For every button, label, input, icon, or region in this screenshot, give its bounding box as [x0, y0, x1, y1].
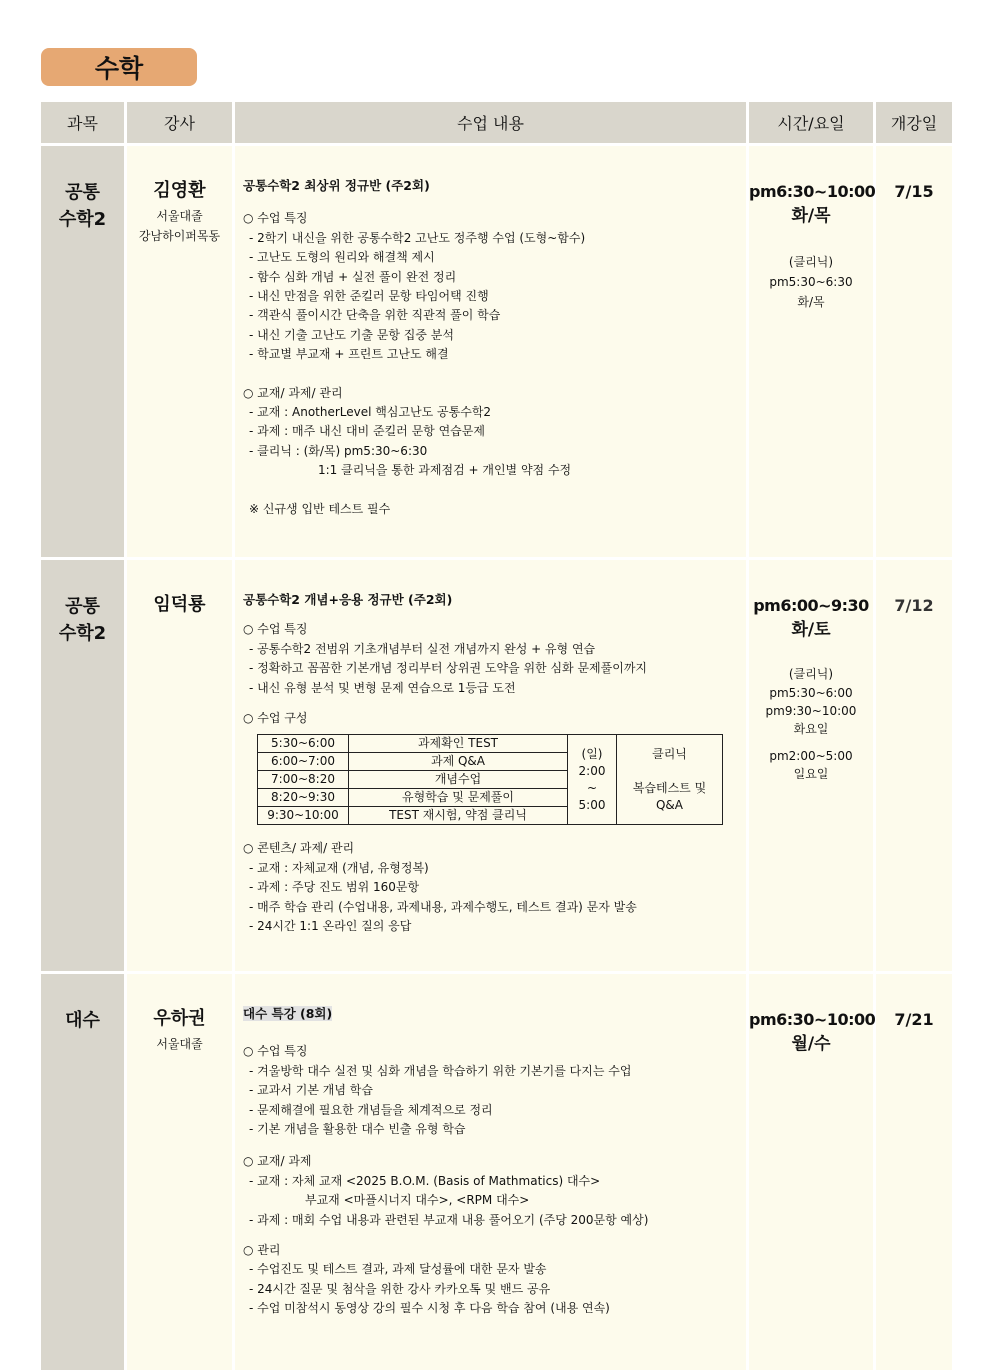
- header-content: 수업 내용: [235, 102, 746, 143]
- row1-feature-item: - 내신 만점을 위한 준킬러 문항 타임어택 진행: [249, 289, 489, 304]
- row1-feature-item: - 내신 기출 고난도 기출 문항 집중 분석: [249, 327, 454, 342]
- row1-teacher-affiliation-2: 강남하이퍼목동: [138, 229, 221, 243]
- row2-subject-line1: 공통: [65, 596, 100, 617]
- row3-subject: 대수: [65, 1010, 100, 1031]
- row2-clinic-label: (클리닉): [788, 667, 834, 681]
- row3-manage-item: - 수업 미참석시 동영상 강의 필수 시청 후 다음 학습 참여 (내용 연속): [249, 1301, 610, 1316]
- row1-open-date: 7/15: [894, 182, 934, 201]
- row1-note: ※ 신규생 입반 테스트 필수: [249, 501, 391, 516]
- sunday-tilde: ~: [586, 780, 598, 795]
- row1-course-title: 공통수학2 최상위 정규반 (주2회): [243, 178, 430, 193]
- row1-feature-item: - 2학기 내신을 위한 공통수학2 고난도 정주행 수업 (도형~함수): [249, 230, 586, 245]
- row1-material-heading: ○ 교재/ 과제/ 관리: [243, 385, 343, 400]
- row1-material-indent: 1:1 클리닉을 통한 과제점검 + 개인별 약점 수정: [318, 463, 572, 478]
- row1-class-time: pm6:30~10:00: [749, 182, 876, 201]
- row3-manage-heading: ○ 관리: [243, 1243, 281, 1258]
- row2-class-days: 화/토: [791, 620, 831, 640]
- row1-teacher-cell: [127, 146, 232, 557]
- header-open-date: 개강일: [876, 102, 952, 143]
- row2-open-date: 7/12: [894, 596, 934, 615]
- row1-class-days: 화/목: [791, 206, 831, 226]
- schedule-time: 8:20~9:30: [258, 789, 349, 807]
- row3-material-heading: ○ 교재/ 과제: [243, 1154, 312, 1169]
- sunday-cell: [568, 735, 617, 825]
- row3-content-cell: [235, 974, 746, 1370]
- row3-feature-item: - 교과서 기본 개념 학습: [249, 1083, 373, 1098]
- row2-content-heading: ○ 콘텐츠/ 과제/ 관리: [243, 841, 355, 856]
- row2-open-cell: [876, 560, 952, 971]
- row1-material-item: - 클리닉 : (화/목) pm5:30~6:30: [249, 443, 428, 458]
- section-title: 수학: [41, 48, 197, 86]
- row3-material-indent: 부교재 <마플시너지 대수>, <RPM 대수>: [305, 1193, 530, 1208]
- row1-feature-item: - 객관식 풀이시간 단축을 위한 직관적 풀이 학습: [249, 308, 501, 323]
- row3-class-time: pm6:30~10:00: [749, 1010, 876, 1029]
- row3-manage-item: - 수업진도 및 테스트 결과, 과제 달성률에 대한 문자 발송: [249, 1262, 547, 1277]
- row2-content-item: - 교재 : 자체교재 (개념, 유형정복): [249, 860, 429, 875]
- row1-clinic-label: (클리닉): [788, 255, 834, 269]
- row2-clinic-time3: pm2:00~5:00: [769, 749, 853, 763]
- row2-class-time: pm6:00~9:30: [753, 596, 869, 615]
- row2-course-title: 공통수학2 개념+응용 정규반 (주2회): [243, 592, 453, 607]
- header-subject: 과목: [41, 102, 124, 143]
- row2-teacher-name: 임덕룡: [153, 594, 206, 615]
- row3-open-cell: [876, 974, 952, 1370]
- row3-course-title-text: 대수 특강 (8회): [243, 1006, 333, 1021]
- row3-feature-heading: ○ 수업 특징: [243, 1044, 308, 1059]
- row1-teacher-name: 김영환: [153, 180, 206, 201]
- row1-content-cell: [235, 146, 746, 557]
- row2-feature-heading: ○ 수업 특징: [243, 622, 308, 637]
- row1-open-cell: [876, 146, 952, 557]
- schedule-activity: 과제확인 TEST: [349, 735, 568, 753]
- row2-content-item: - 매주 학습 관리 (수업내용, 과제내용, 과제수행도, 테스트 결과) 문자 발송: [249, 899, 637, 914]
- row2-structure-heading: ○ 수업 구성: [243, 711, 308, 726]
- schedule-activity: 개념수업: [349, 771, 568, 789]
- row1-material-item: - 교재 : AnotherLevel 핵심고난도 공통수학2: [249, 405, 492, 420]
- schedule-time: 9:30~10:00: [258, 807, 349, 825]
- row2-clinic-time2: pm9:30~10:00: [765, 704, 857, 718]
- row1-subject-cell: [41, 146, 124, 557]
- header-time: 시간/요일: [749, 102, 873, 143]
- row1-feature-item: - 학교별 부교재 + 프린트 고난도 해결: [249, 347, 449, 362]
- row1-subject-line2: 수학2: [58, 209, 107, 230]
- sunday-end: 5:00: [578, 797, 606, 812]
- row1-teacher-affiliation-1: 서울대졸: [156, 209, 203, 223]
- row2-content-cell: [235, 560, 746, 971]
- row2-clinic-time1: pm5:30~6:00: [769, 686, 853, 700]
- row3-class-days: 월/수: [791, 1034, 831, 1054]
- row3-subject-cell: [41, 974, 124, 1370]
- clinic-cell: [617, 735, 723, 825]
- row2-content-item: - 24시간 1:1 온라인 질의 응답: [249, 919, 412, 934]
- row2-clinic-day1: 화요일: [793, 722, 829, 736]
- clinic-cell-title: 클리닉: [652, 746, 687, 761]
- schedule-row: [258, 735, 723, 753]
- row3-feature-item: - 기본 개념을 활용한 대수 빈출 유형 학습: [249, 1122, 466, 1137]
- row2-time-cell: [749, 560, 873, 971]
- schedule-time: 7:00~8:20: [258, 771, 349, 789]
- row1-clinic-days: 화/목: [797, 295, 825, 309]
- clinic-cell-line3: Q&A: [655, 797, 683, 812]
- schedule-activity: 과제 Q&A: [349, 753, 568, 771]
- row3-course-title: [243, 1004, 746, 1023]
- row2-clinic-day2: 일요일: [793, 767, 829, 781]
- schedule-time: 6:00~7:00: [258, 753, 349, 771]
- row3-teacher-affiliation: 서울대졸: [156, 1037, 203, 1051]
- row1-clinic-time: pm5:30~6:30: [769, 275, 853, 289]
- row1-material-item: - 과제 : 매주 내신 대비 준킬러 문항 연습문제: [249, 424, 485, 439]
- row2-feature-item: - 정확하고 꼼꼼한 기본개념 정리부터 상위권 도약을 위한 심화 문제풀이까지: [249, 661, 648, 676]
- row3-teacher-name: 우하권: [153, 1008, 206, 1029]
- row3-material-item: - 교재 : 자체 교재 <2025 B.O.M. (Basis of Mathmatics) 대수>: [249, 1173, 601, 1188]
- row3-teacher-cell: [127, 974, 232, 1370]
- row3-feature-item: - 겨울방학 대수 실전 및 심화 개념을 학습하기 위한 기본기를 다지는 수업: [249, 1063, 632, 1078]
- sunday-day: (일): [581, 746, 603, 761]
- row2-feature-item: - 내신 유형 분석 및 변형 문제 연습으로 1등급 도전: [249, 680, 516, 695]
- row2-subject-line2: 수학2: [58, 623, 107, 644]
- header-teacher: 강사: [127, 102, 232, 143]
- row3-feature-item: - 문제해결에 필요한 개념들을 체계적으로 정리: [249, 1102, 493, 1117]
- row3-manage-item: - 24시간 질문 및 첨삭을 위한 강사 카카오톡 및 밴드 공유: [249, 1281, 551, 1296]
- row1-feature-heading: ○ 수업 특징: [243, 211, 308, 226]
- row1-feature-item: - 함수 심화 개념 + 실전 풀이 완전 정리: [249, 269, 457, 284]
- row2-teacher-cell: [127, 560, 232, 971]
- schedule-activity: TEST 재시험, 약점 클리닉: [349, 807, 568, 825]
- row3-open-date: 7/21: [894, 1010, 934, 1029]
- schedule-time: 5:30~6:00: [258, 735, 349, 753]
- row2-content-item: - 과제 : 주당 진도 범위 160문항: [249, 880, 420, 895]
- row2-subject-cell: [41, 560, 124, 971]
- row1-time-cell: [749, 146, 876, 557]
- row1-subject-line1: 공통: [65, 182, 100, 203]
- schedule-activity: 유형학습 및 문제풀이: [349, 789, 568, 807]
- row1-feature-item: - 고난도 도형의 원리와 해결책 제시: [249, 250, 435, 265]
- row3-time-cell: [749, 974, 876, 1370]
- schedule-table: [257, 734, 723, 825]
- row3-material-item: - 과제 : 매회 수업 내용과 관련된 부교재 내용 풀어오기 (주당 200문항 예상): [249, 1212, 649, 1227]
- sunday-start: 2:00: [578, 763, 606, 778]
- clinic-cell-line2: 복습테스트 및: [632, 780, 707, 795]
- row2-feature-item: - 공통수학2 전범위 기초개념부터 실전 개념까지 완성 + 유형 연습: [249, 641, 596, 656]
